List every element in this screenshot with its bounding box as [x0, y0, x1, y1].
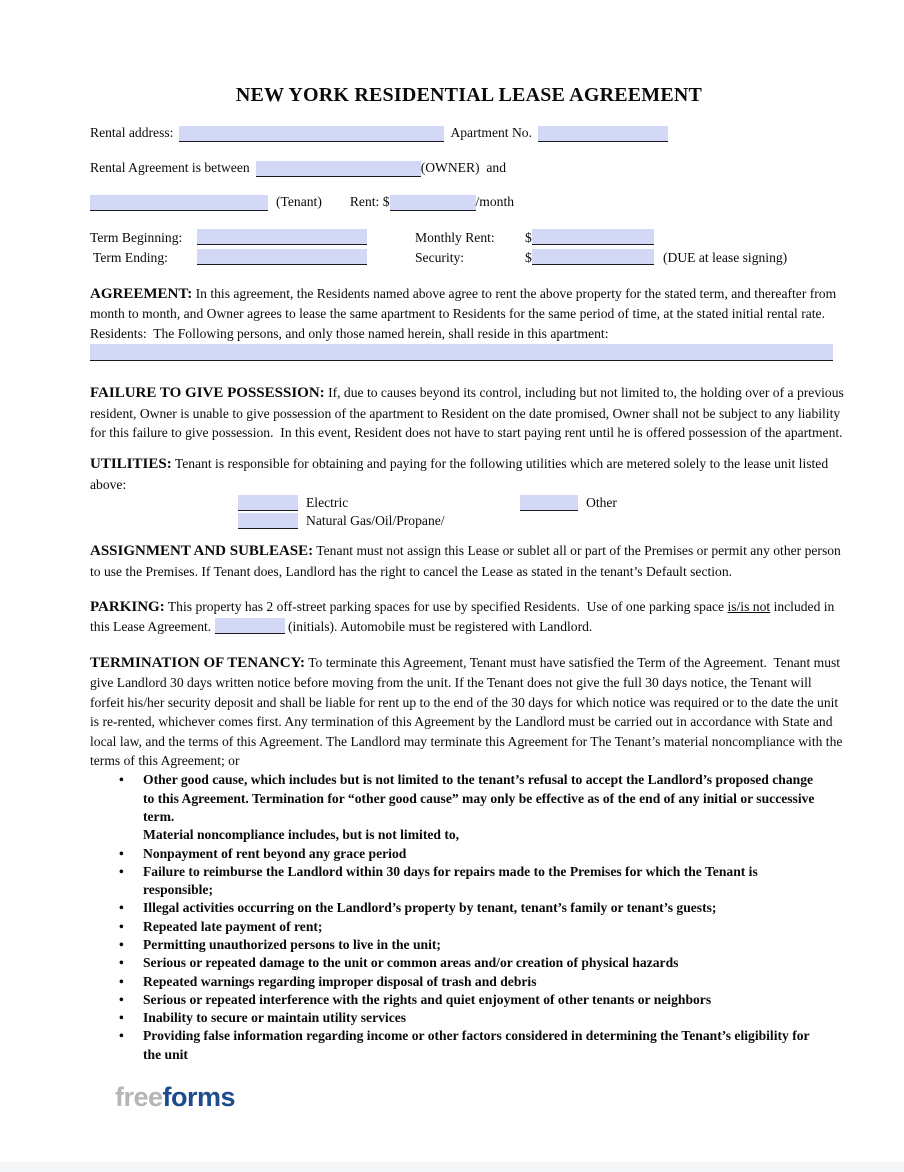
parking-heading: PARKING:: [90, 599, 165, 616]
list-item: • Illegal activities occurring on the Landlord’s property by tenant, tenant’s family or tenant’s guests;: [143, 899, 818, 917]
agreement-section: [90, 284, 848, 343]
term-block: [90, 228, 848, 267]
electric-utility-field[interactable]: [238, 495, 298, 511]
list-item: • Other good cause, which includes but is not limited to the tenant’s refusal to accept the Landlord’s proposed change to this Agreement. Termination for “other good cause” may only be effective as of the end of any initial or successive term. Material noncompliance includes, but is not limited to,: [143, 771, 818, 844]
owner-name-field[interactable]: [256, 161, 421, 177]
term-ending-field[interactable]: [197, 249, 367, 265]
list-item: • Serious or repeated damage to the unit or common areas and/or creation of physical hazards: [143, 954, 818, 972]
rent-label: Rent: $: [349, 194, 390, 209]
other-utility-field[interactable]: [520, 495, 578, 511]
agreement-between-label: Rental Agreement is between: [90, 160, 250, 175]
freeforms-logo: [115, 1082, 848, 1113]
agreement-heading: AGREEMENT:: [90, 286, 193, 302]
list-item: • Inability to secure or maintain utility services: [143, 1009, 818, 1027]
utilities-row-2: [90, 512, 848, 530]
tenant-name-field[interactable]: [90, 195, 268, 211]
termination-body: To terminate this Agreement, Tenant must have satisfied the Term of the Agreement. Tenant must give Landlord 30 days written notice before moving from the unit. If the Tenant does not give the full 30 days notice, the Tenant will forfeit his/her security deposit and shall be liable for rent up to the end of the 30 days for which notice was required or to the date the unit is re-rented, whichever comes first. Any termination of this Agreement by the Landlord must be carried out in accordance with State and local law, and the terms of this Agreement. The Landlord may terminate this Agreement for The Tenant’s material noncompliance with the terms of this Agreement; or: [90, 654, 846, 768]
parking-body-middle: included in this Lease Agreement.: [90, 599, 838, 635]
parking-body-start: This property has 2 off-street parking spaces for use by specified Residents. Use of one parking space: [167, 599, 725, 615]
parking-initials-label: (initials).: [287, 619, 338, 635]
parking-section: [90, 597, 848, 637]
due-at-signing-note: (DUE at lease signing): [663, 250, 788, 265]
utilities-row-1: [90, 494, 848, 512]
termination-heading: TERMINATION OF TENANCY:: [90, 654, 306, 671]
rental-address-field[interactable]: [179, 126, 444, 142]
natural-gas-field[interactable]: [238, 513, 298, 529]
utilities-heading: UTILITIES:: [90, 456, 172, 473]
list-item: • Providing false information regarding income or other factors considered in determining the Tenant’s eligibility for the unit: [143, 1027, 818, 1064]
logo-forms-text: forms: [162, 1082, 236, 1113]
apartment-number-field[interactable]: [538, 126, 668, 142]
list-item: • Repeated late payment of rent;: [143, 918, 818, 936]
term-ending-label: Term Ending:: [93, 250, 168, 265]
parking-body-end: Automobile must be registered with Landlord.: [340, 619, 593, 635]
utilities-section: [90, 454, 848, 494]
rental-address-row: [90, 123, 848, 142]
list-item: • Serious or repeated interference with the rights and quiet enjoyment of other tenants or neighbors: [143, 991, 818, 1009]
list-item: • Repeated warnings regarding improper disposal of trash and debris: [143, 973, 818, 991]
assignment-body: Tenant must not assign this Lease or sublet all or part of the Premises or permit any other person to use the Premises. If Tenant does, Landlord has the right to cancel the Lease as stated in the tenant’s Default section.: [90, 543, 845, 579]
logo-free-text: free: [115, 1082, 163, 1113]
monthly-rent-field[interactable]: [532, 229, 654, 245]
utilities-body: Tenant is responsible for obtaining and paying for the following utilities which are metered solely to the lease unit listed above:: [90, 456, 832, 492]
owner-label: (OWNER) and: [420, 160, 507, 175]
residents-field[interactable]: [90, 344, 833, 361]
rent-amount-field[interactable]: [390, 195, 476, 211]
failure-body: If, due to causes beyond its control, including but not limited to, the holding over of a previous resident, Owner is unable to give possession of the apartment to Resident on the date promised, Owner shall not be subject to any liability for this failure to give possession. In this event, Resident does not have to start paying rent until he is offered possession of the apartment.: [90, 385, 848, 441]
assignment-and-sublease-section: [90, 541, 848, 581]
other-label: Other: [586, 495, 617, 511]
parking-initials-field[interactable]: [215, 618, 285, 634]
natural-gas-label: Natural Gas/Oil/Propane/: [306, 513, 445, 529]
list-item: • Permitting unauthorized persons to live in the unit;: [143, 936, 818, 954]
rental-address-label: Rental address:: [90, 125, 174, 140]
monthly-rent-label: Monthly Rent:: [415, 230, 495, 245]
term-beginning-label: Term Beginning:: [90, 230, 183, 245]
owner-row: [90, 158, 848, 177]
document-title: NEW YORK RESIDENTIAL LEASE AGREEMENT: [235, 84, 703, 106]
tenant-label: (Tenant): [276, 194, 322, 209]
dollar-sign: $: [525, 230, 532, 245]
parking-is-isnot-choice: is/is not: [727, 599, 771, 615]
residents-field-line: [90, 344, 848, 363]
termination-bullet-list: [90, 771, 848, 1064]
apartment-no-label: Apartment No.: [450, 125, 532, 140]
term-beginning-field[interactable]: [197, 229, 367, 245]
failure-to-give-possession-section: [90, 383, 848, 442]
page-bottom-edge: [0, 1162, 904, 1172]
security-label: Security:: [415, 250, 465, 265]
electric-label: Electric: [306, 495, 349, 511]
security-deposit-field[interactable]: [532, 249, 654, 265]
agreement-body: In this agreement, the Residents named above agree to rent the above property for the stated term, and thereafter from month to month, and Owner agrees to lease the same apartment to Residents for the same period of time, at the stated initial rental rate. Residents: The Following persons, and only those named herein, shall reside in this apartment:: [90, 286, 840, 341]
list-item: • Failure to reimburse the Landlord within 30 days for repairs made to the Premises for which the Tenant is responsible;: [143, 863, 818, 900]
assignment-heading: ASSIGNMENT AND SUBLEASE:: [90, 543, 314, 560]
material-noncompliance-note: Material noncompliance includes, but is not limited to,: [143, 827, 460, 843]
failure-heading: FAILURE TO GIVE POSSESSION:: [90, 385, 325, 402]
list-item: • Nonpayment of rent beyond any grace period: [143, 845, 818, 863]
termination-of-tenancy-section: [90, 653, 848, 770]
tenant-row: [90, 192, 848, 211]
dollar-sign: $: [525, 250, 532, 265]
per-month-label: /month: [475, 194, 515, 209]
